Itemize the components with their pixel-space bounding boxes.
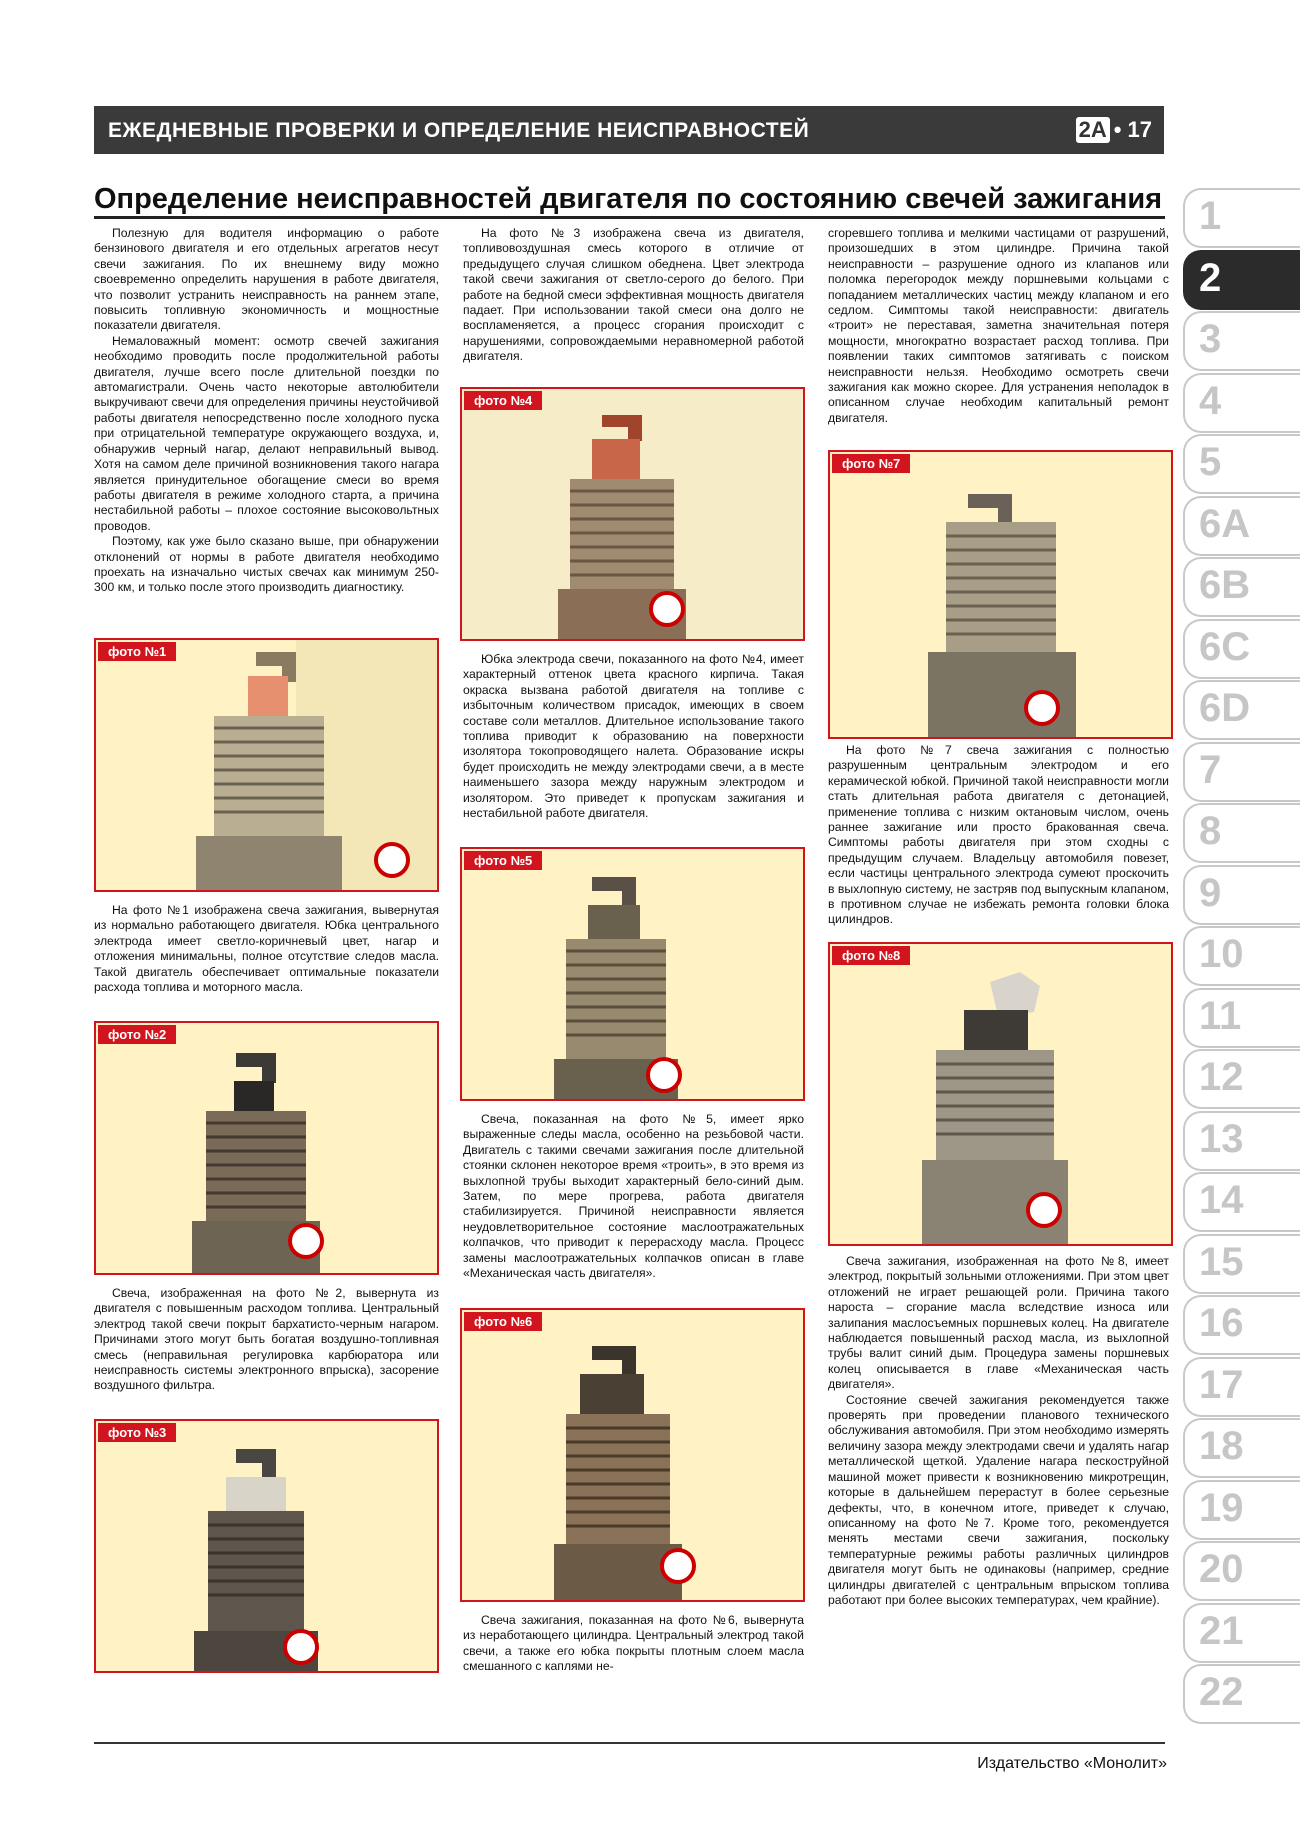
chapter-tab-label: 22: [1199, 1670, 1244, 1714]
chapter-tab-13[interactable]: [1183, 1111, 1300, 1171]
photo-6: [460, 1308, 805, 1602]
caption-photo-1: [94, 903, 439, 995]
chapter-badge: 2А: [1076, 117, 1110, 143]
chapter-tab-label: 20: [1199, 1547, 1244, 1591]
chapter-tab-19[interactable]: [1183, 1480, 1300, 1540]
chapter-tab-3[interactable]: [1183, 311, 1300, 371]
chapter-tab-label: 15: [1199, 1239, 1244, 1284]
paragraph: Свеча зажигания, изображенная на фото №8, имеет электрод, покрытый зольными отложениями. При этом цвет отложений не играет решающей роли. Причина такого нароста – сгорание масла вследствие износа или залипания маслосъемных поршневых колец. На двигателе наблюдается повышенный расход масла, из выхлопной трубы валит синий дым. Процедура замены поршневых колец описывается в главе «Механическая часть двигателя».: [828, 1254, 1169, 1392]
chapter-tab-12[interactable]: [1183, 1049, 1300, 1109]
photo-4: [460, 387, 805, 641]
column-3-text: [828, 226, 1169, 426]
caption-photo-2: [94, 1286, 439, 1394]
photo-label: фото №4: [464, 391, 542, 410]
chapter-tab-1[interactable]: [1183, 188, 1300, 248]
spark-plug-image: [462, 389, 803, 639]
chapter-tab-label: 21: [1199, 1608, 1244, 1653]
chapter-tab-label: 13: [1199, 1116, 1244, 1161]
chapter-tab-label: 6A: [1199, 501, 1251, 546]
paragraph: На фото №3 изображена свеча из двигателя, топливовоздушная смесь которого в отличие от предыдущего случая слишком обеднена. Цвет электрода такой свечи зажигания от светло-серого до белого. При работе на бедной смеси эффективная мощность двигателя падает. При использовании такой смеси она долго не воспламеняется, а процесс сгорания происходит с нарушениями, сопровождаемыми неравномерной работой двигателя.: [463, 226, 804, 364]
spark-plug-image: [462, 1310, 803, 1600]
chapter-tab-20[interactable]: [1183, 1541, 1300, 1601]
chapter-tab-5[interactable]: [1183, 434, 1300, 494]
column-1-intro: [94, 226, 439, 596]
paragraph: сгоревшего топлива и мелкими частицами от разрушений, произошедших в этом цилиндре. Причина такой неисправности – разрушение одного из клапанов или поломка перегородок между поршневыми кольцами с попаданием металлических частиц между клапаном и его седлом. Симптомы такой неисправности: двигатель «троит» не переставая, заметна значительная потеря мощности, многократно возрастает расход топлива. При появлении таких симптомов затягивать с поиском неисправности нельзя. Необходимо осмотреть свечи зажигания как можно скорее. Для устранения неполадок в описанном случае необходим капитальный ремонт двигателя.: [828, 226, 1169, 425]
chapter-tab-label: 8: [1199, 809, 1222, 853]
chapter-tab-label: 3: [1199, 317, 1222, 361]
chapter-tab-6c[interactable]: [1183, 619, 1300, 679]
photo-3: [94, 1419, 439, 1673]
paragraph: На фото №1 изображена свеча зажигания, вывернутая из нормально работающего двигателя. Юбка центрального электрода имеет светло-коричневый цвет, нагар и отложения минимальны, полное отсутствие следов масла. Такой двигатель обеспечивает оптимальные показатели расхода топлива и моторного масла.: [94, 903, 439, 995]
photo-label: фото №6: [464, 1312, 542, 1331]
article-title: Определение неисправностей двигателя по состоянию свечей зажигания: [94, 183, 1163, 215]
column-2-text: [463, 226, 804, 365]
chapter-tab-label: 9: [1199, 870, 1222, 915]
chapter-tab-2[interactable]: [1183, 250, 1300, 310]
photo-8: [828, 942, 1173, 1246]
caption-photo-6: [463, 1613, 804, 1675]
chapter-tab-14[interactable]: [1183, 1172, 1300, 1232]
paragraph: Свеча, показанная на фото №5, имеет ярко выраженные следы масла, особенно на резьбовой части. Двигатель с такими свечами зажигания после длительной стоянки склонен некоторое время «троить», в это время из выхлопной трубы выходит характерный бело-синий дым. Затем, по мере прогрева, работа двигателя стабилизируется. Причиной неисправности является неудовлетворительное состояние маслоотражательных колпачков, что приводит к перерасходу масла. Процесс замены маслоотражательных колпачков описан в главе «Механическая часть двигателя».: [463, 1112, 804, 1281]
photo-7: [828, 450, 1173, 739]
chapter-tab-label: 17: [1199, 1362, 1244, 1407]
photo-label: фото №1: [98, 642, 176, 661]
chapter-tab-label: 18: [1199, 1424, 1244, 1468]
section-header: [94, 106, 1164, 154]
chapter-tab-label: 14: [1199, 1178, 1244, 1222]
chapter-tab-label: 10: [1199, 932, 1244, 976]
paragraph: Состояние свечей зажигания рекомендуется также проверять при проведении планового технического обслуживания автомобиля. При этом необходимо измерять величину зазора между электродами свечи и удалять нагар металлической щеткой. Удаление нагара пескоструйной машиной может привести к возникновению микротрещин, которые в дальнейшем перерастут в более серьезные дефекты, что, в конечном итоге, приведет к случаю, описанному на фото №7. Кроме того, рекомендуется менять местами свечи зажигания, поскольку температурные режимы работы различных цилиндров двигателя могут быть не одинаковы (например, средние цилиндры двигателей с центральным впрыском топлива работают при более высоких температурах, чем крайние).: [828, 1392, 1169, 1607]
chapter-tab-label: 19: [1199, 1485, 1244, 1530]
caption-photo-5: [463, 1112, 804, 1281]
photo-1: [94, 638, 439, 892]
publisher: Издательство «Монолит»: [977, 1755, 1167, 1772]
paragraph: Поэтому, как уже было сказано выше, при обнаружении отклонений от нормы в работе двигателя необходимо проехать на изначально чистых свечах как минимум 250-300 км, и только после этого производить диагностику.: [94, 534, 439, 595]
chapter-tab-6b[interactable]: [1183, 557, 1300, 617]
chapter-tab-21[interactable]: [1183, 1603, 1300, 1663]
spark-plug-image: [96, 640, 437, 890]
page-number: [1076, 117, 1152, 143]
chapter-tab-label: 4: [1199, 378, 1222, 423]
chapter-tab-label: 1: [1199, 194, 1222, 238]
chapter-tab-8[interactable]: [1183, 803, 1300, 863]
spark-plug-image: [96, 1023, 437, 1273]
caption-photo-4: [463, 652, 804, 821]
photo-5: [460, 847, 805, 1101]
photo-label: фото №3: [98, 1423, 176, 1442]
chapter-tab-label: 11: [1199, 993, 1242, 1038]
chapter-tab-11[interactable]: [1183, 988, 1300, 1048]
title-rule: [94, 216, 1165, 219]
spark-plug-image: [462, 849, 803, 1099]
photo-label: фото №7: [832, 454, 910, 473]
paragraph: Немаловажный момент: осмотр свечей зажигания необходимо проводить после продолжительной работы двигателя, лучше всего после длительной поездки по автомагистрали. Очень часто некоторые автолюбители выкручивают свечи для определения причины неустойчивой работы двигателя непосредственно после холодного пуска при отрицательной температуре окружающего воздуха, и, обнаружив черный нагар, делают неправильный вывод. Хотя на самом деле причиной возникновения такого нагара является принудительное обогащение смеси во время работы двигателя в режиме холодного старта, а причина нестабильной работы – плохое состояние высоковольтных проводов.: [94, 333, 439, 533]
footer-rule: [94, 1742, 1165, 1744]
paragraph: Полезную для водителя информацию о работе бензинового двигателя и его отдельных агрегатов несут свечи зажигания. По их внешнему виду можно своевременно определить нарушения в работе двигателя, что позволит устранить неисправность на раннем этапе, повысить топливную экономичность и мощностные показатели двигателя.: [94, 226, 439, 333]
photo-2: [94, 1021, 439, 1275]
paragraph: Свеча, изображенная на фото №2, вывернута из двигателя с повышенным расходом топлива. Центральный электрод такой свечи покрыт бархатисто-черным нагаром. Причинами этого могут быть богатая воздушно-топливная смесь (неправильная регулировка карбюратора или неисправность системы электронного впрыска), засорение воздушного фильтра.: [94, 1286, 439, 1393]
caption-photo-8: [828, 1254, 1169, 1608]
paragraph: На фото №7 свеча зажигания с полностью разрушенным центральным электродом и его керамической юбкой. Причиной такой неисправности могли стать длительная работа двигателя с детонацией, применение топлива с низким октановым числом, очень раннее зажигание или просто бракованная свеча. Симптомы работы двигателя при этом сходны с предыдущим случаем. Владельцу автомобиля повезет, если частицы центрального электрода сумеют проскочить в выхлопную систему, не застряв под выпускным клапаном, в противном случае не избежать ремонта головки блока цилиндров.: [828, 743, 1169, 927]
spark-plug-image: [96, 1421, 437, 1671]
paragraph: Юбка электрода свечи, показанного на фото №4, имеет характерный оттенок цвета красного кирпича. Такая окраска вызвана работой двигателя на топливе с избыточным количеством присадок, имеющих в своем составе соли металлов. Длительное использование такого топлива приводит к образованию на поверхности изолятора токопроводящего налета. Образование искры будет происходить не между электродами свечи, а в месте наименьшего зазора между наружным электродом и изолятором. Это приведет к пропускам зажигания и нестабильной работе двигателя.: [463, 652, 804, 821]
chapter-tab-9[interactable]: [1183, 865, 1300, 925]
section-title: ЕЖЕДНЕВНЫЕ ПРОВЕРКИ И ОПРЕДЕЛЕНИЕ НЕИСПРАВНОСТЕЙ: [108, 119, 810, 142]
chapter-tab-10[interactable]: [1183, 926, 1300, 986]
chapter-tab-label: 5: [1199, 440, 1222, 484]
chapter-tab-4[interactable]: [1183, 373, 1300, 433]
caption-photo-7: [828, 743, 1169, 928]
chapter-tab-15[interactable]: [1183, 1234, 1300, 1294]
chapter-tab-label: 6D: [1199, 686, 1251, 730]
chapter-tab-label: 12: [1199, 1055, 1244, 1099]
chapter-tab-18[interactable]: [1183, 1418, 1300, 1478]
chapter-tab-22[interactable]: [1183, 1664, 1300, 1724]
chapter-tab-7[interactable]: [1183, 742, 1300, 802]
chapter-tab-6d[interactable]: [1183, 680, 1300, 740]
spark-plug-image: [830, 944, 1171, 1244]
chapter-tab-label: 2: [1199, 255, 1222, 300]
chapter-tab-label: 6B: [1199, 563, 1251, 607]
page-number-value: • 17: [1113, 117, 1152, 142]
chapter-tab-label: 6C: [1199, 624, 1251, 669]
paragraph: Свеча зажигания, показанная на фото №6, вывернута из неработающего цилиндра. Центральный электрод такой свечи, а также его юбка покрыты плотным слоем масла смешанного с каплями не-: [463, 1613, 804, 1674]
photo-label: фото №8: [832, 946, 910, 965]
spark-plug-image: [830, 452, 1171, 737]
photo-label: фото №5: [464, 851, 542, 870]
chapter-tab-label: 16: [1199, 1301, 1244, 1345]
chapter-tab-6a[interactable]: [1183, 496, 1300, 556]
photo-label: фото №2: [98, 1025, 176, 1044]
chapter-tab-16[interactable]: [1183, 1295, 1300, 1355]
chapter-tab-17[interactable]: [1183, 1357, 1300, 1417]
chapter-tab-label: 7: [1199, 747, 1222, 792]
